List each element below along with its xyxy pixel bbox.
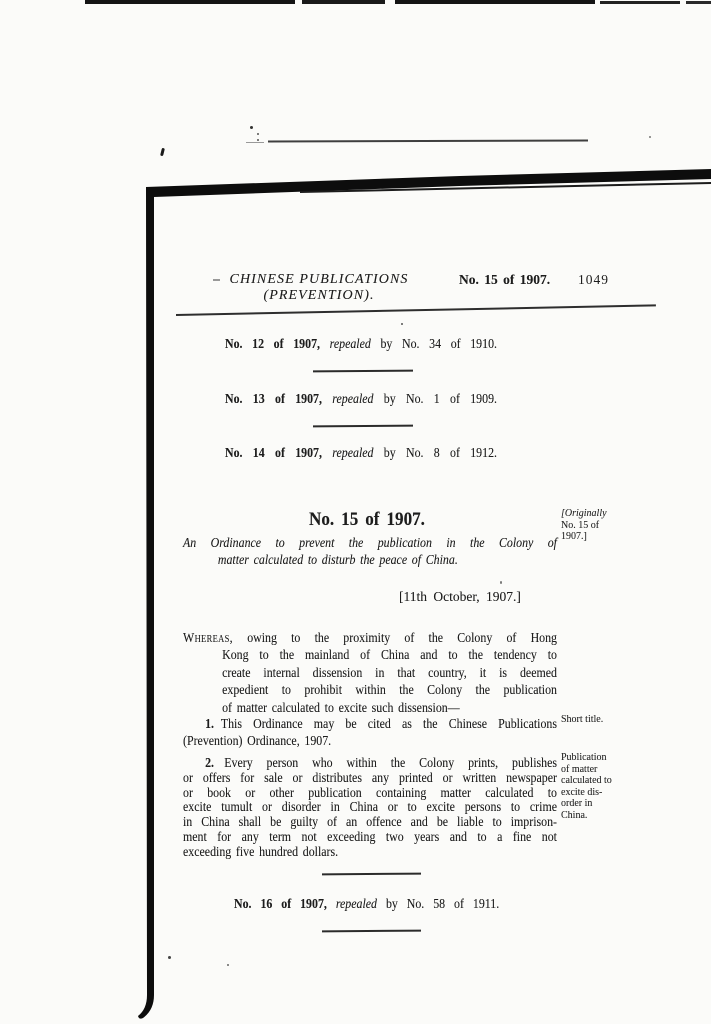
page-number: 1049 <box>578 272 609 287</box>
margin-note-line: Publication <box>561 752 607 763</box>
margin-note-line: China. <box>561 809 588 821</box>
whereas-lead: Whereas, <box>183 631 233 646</box>
margin-note-publication <box>561 752 637 822</box>
repealed-notice-rest: by No. 8 of 1912. <box>383 446 497 461</box>
repealed-word: repealed <box>329 337 371 352</box>
margin-note-line: [Originally <box>561 508 607 519</box>
repealed-notice <box>225 446 497 462</box>
repealed-notice-number: No. 16 of 1907, <box>234 897 327 912</box>
repealed-notice <box>225 337 497 353</box>
section-2-line: or offers for sale or distributes any printed or written newspaper <box>183 770 557 786</box>
preamble-line-text: owing to the proximity of the Colony of Hong <box>247 631 558 646</box>
repealed-notice-number: No. 13 of 1907, <box>225 392 322 407</box>
margin-note-line: 1907.] <box>561 531 587 543</box>
repealed-word: repealed <box>332 392 374 407</box>
section-2-text: Every person who within the Colony prints, publishes <box>224 756 557 771</box>
running-title-line1: CHINESE PUBLICATIONS <box>229 272 409 287</box>
enactment-date: [11th October, 1907.] <box>399 589 521 604</box>
preamble-line: expedient to prohibit within the Colony the publication <box>222 683 557 699</box>
repealed-notice-rest: by No. 1 of 1909. <box>383 392 497 407</box>
section-number: 2. <box>205 756 215 771</box>
preamble-line: of matter calculated to excite such dissension— <box>222 700 460 716</box>
section-1-line <box>183 716 557 733</box>
repealed-notice <box>234 897 499 913</box>
running-title-line2: (PREVENTION). <box>263 287 375 303</box>
repealed-notice-rest: by No. 58 of 1911. <box>385 897 500 912</box>
repealed-notice <box>225 392 497 408</box>
section-number: 1. <box>205 717 215 732</box>
long-title <box>183 535 557 570</box>
margin-note-originally <box>561 508 637 543</box>
repealed-notice-number: No. 12 of 1907, <box>225 337 321 352</box>
section-2 <box>183 757 557 861</box>
section-2-line: in China shall be guilty of an offence and be liable to imprison- <box>183 815 557 831</box>
preamble <box>183 630 557 717</box>
section-2-line <box>183 757 557 772</box>
preamble-line: create internal dissension in that country, it is deemed <box>222 665 557 681</box>
section-1-text: This Ordinance may be cited as the Chinese Publications <box>220 717 557 732</box>
long-title-line: An Ordinance to prevent the publication in the Colony of <box>183 536 557 551</box>
section-1 <box>183 716 557 751</box>
long-title-line: matter calculated to disturb the peace of China. <box>217 553 458 569</box>
repealed-word: repealed <box>335 897 378 912</box>
margin-note-short-title: Short title. <box>561 714 604 725</box>
preamble-line <box>183 630 557 647</box>
section-1-line: (Prevention) Ordinance, 1907. <box>183 734 332 750</box>
margin-note-line: excite dis- <box>561 786 603 798</box>
section-2-line: excite tumult or disorder in China or to excite persons to crime <box>183 800 557 816</box>
margin-note-line: of matter <box>561 763 598 775</box>
repealed-word: repealed <box>332 446 374 461</box>
ordinance-title: No. 15 of 1907. <box>309 509 425 530</box>
section-2-line: ment for any term not exceeding two years and to a fine not <box>183 829 557 845</box>
repealed-notice-rest: by No. 34 of 1910. <box>380 337 498 352</box>
section-2-line: exceeding five hundred dollars. <box>183 844 339 860</box>
margin-note-line: No. 15 of <box>561 519 600 531</box>
margin-note-line: order in <box>561 798 593 810</box>
section-2-line: or book or other publication containing matter calculated to <box>183 785 557 801</box>
repealed-notice-number: No. 14 of 1907, <box>225 446 322 461</box>
running-title <box>226 272 412 303</box>
preamble-line: Kong to the mainland of China and to the tendency to <box>222 648 557 664</box>
margin-note-line: calculated to <box>561 775 612 787</box>
header-ordinance-number: No. 15 of 1907. <box>459 272 551 287</box>
